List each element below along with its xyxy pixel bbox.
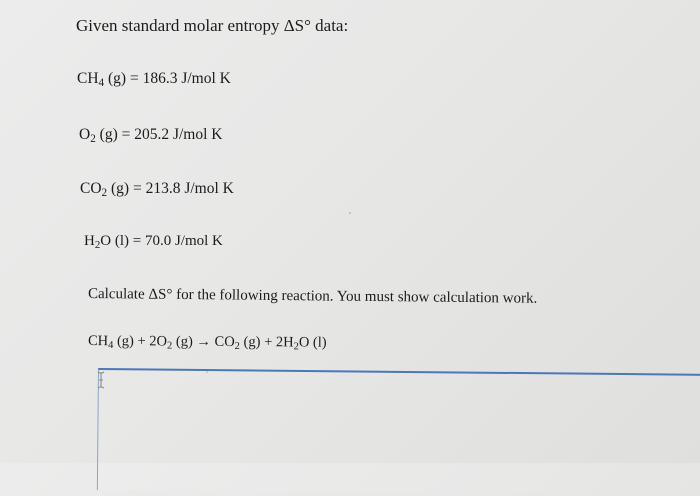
entropy-entry-co2 (80, 180, 234, 199)
reaction-subscript: 2 (293, 341, 299, 353)
text-cursor-icon (96, 371, 106, 389)
entry-formula: CO (80, 180, 102, 197)
reaction-part: (g) → CO (172, 333, 235, 351)
question-title (76, 16, 348, 36)
entry-value: (g) = 186.3 J/mol K (104, 70, 231, 87)
speck-mark (349, 212, 351, 214)
entropy-entry-ch4 (77, 70, 231, 89)
entry-subscript: 2 (94, 239, 101, 252)
reaction-equation (88, 333, 327, 353)
answer-textarea[interactable] (97, 368, 700, 496)
reaction-part: O (l) (298, 334, 327, 351)
entropy-entry-o2 (79, 126, 223, 145)
entry-value: (g) = 205.2 J/mol K (95, 126, 223, 143)
entry-formula: O (79, 126, 91, 143)
entry-value: (g) = 213.8 J/mol K (107, 180, 234, 197)
reaction-subscript: 2 (166, 340, 173, 352)
entropy-entry-h2o (84, 233, 223, 251)
speck-mark (206, 371, 208, 373)
instruction-label: Calculate ΔS° for the following reaction. You must show calculation work. (87, 286, 538, 307)
reaction-part: (g) + 2O (113, 333, 168, 350)
instruction-text (88, 286, 537, 308)
entry-formula: CH (77, 70, 99, 87)
entry-formula: H (84, 233, 95, 249)
entry-subscript: 2 (90, 133, 96, 146)
reaction-subscript: 4 (108, 340, 114, 352)
question-title-text: Given standard molar entropy ΔS° data: (76, 16, 349, 35)
entry-subscript: 2 (101, 187, 108, 200)
reaction-part: CH (87, 333, 109, 350)
entry-subscript: 4 (98, 77, 105, 90)
reaction-part: (g) + 2H (239, 334, 294, 351)
reaction-subscript: 2 (234, 340, 240, 352)
entry-value: O (l) = 70.0 J/mol K (100, 233, 223, 249)
